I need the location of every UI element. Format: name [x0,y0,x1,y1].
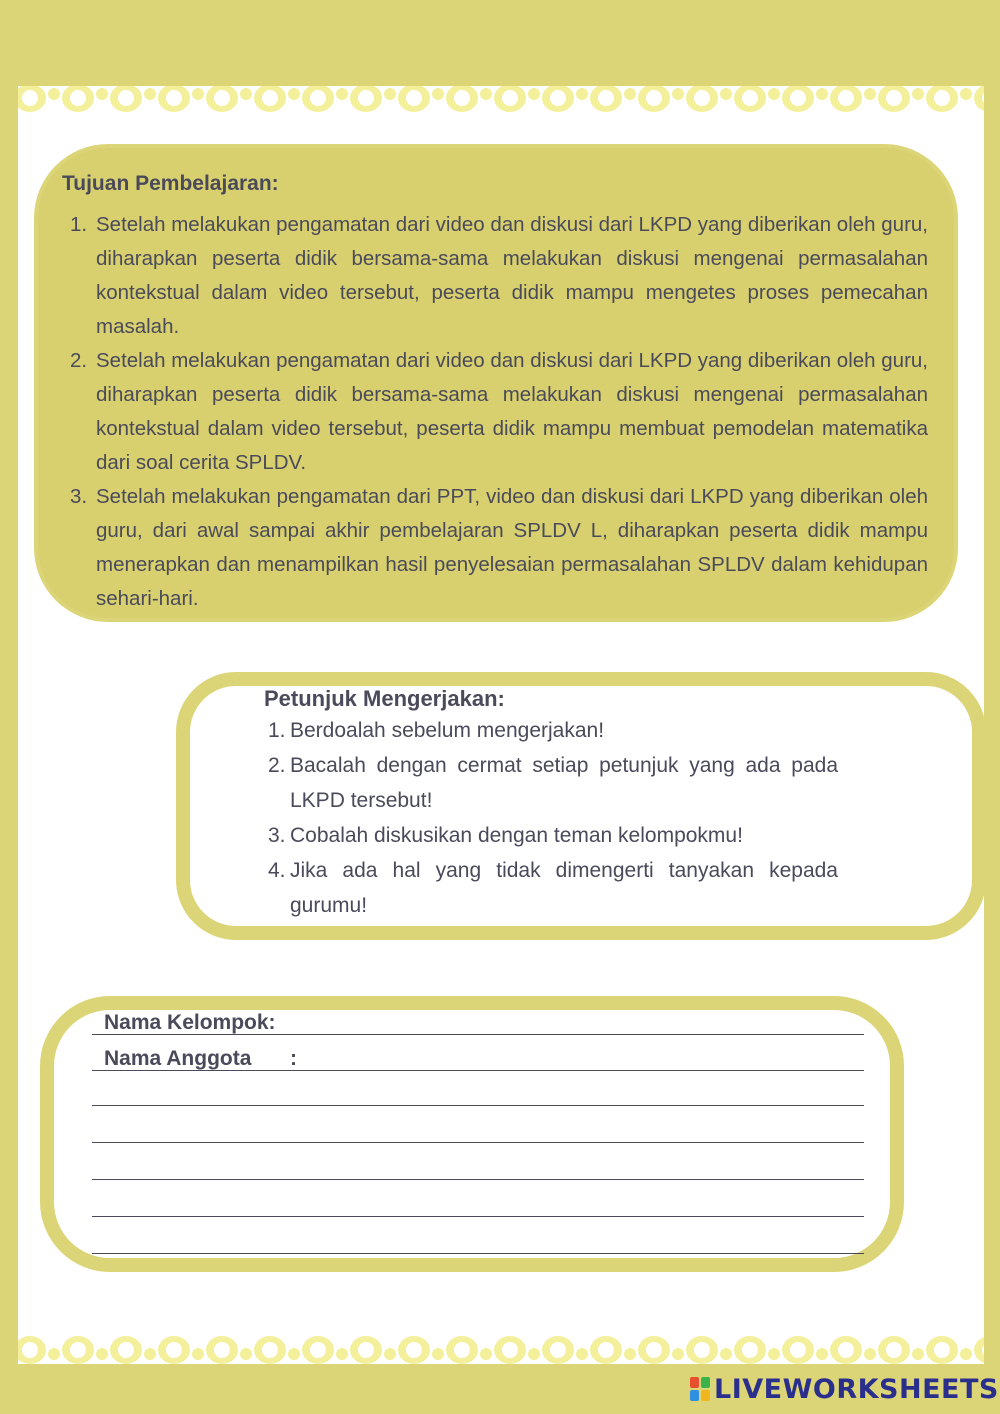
lace-hole [118,90,134,106]
lace-hole [934,90,950,106]
liveworksheets-icon [690,1377,710,1401]
lace-hole [550,1342,566,1358]
scalloped-border-bottom [18,1320,984,1364]
instruction-number: 3. [268,824,286,847]
lace-hole [310,90,326,106]
member-write-line[interactable] [92,1141,864,1143]
lace-hole [742,1342,758,1358]
objective-number: 1. [70,213,88,236]
member-name-label: Nama Anggota [104,1047,252,1070]
instructions-title: Petunjuk Mengerjakan: [264,686,505,711]
lace-hole [166,90,182,106]
lace-hole [886,90,902,106]
member-name-colon: : [290,1047,297,1070]
lace-dot [672,88,684,100]
instruction-item [262,748,838,818]
member-write-line[interactable] [92,1252,864,1254]
group-name-label: Nama Kelompok: [104,1011,276,1034]
lace-hole [214,90,230,106]
lace-dot [288,1348,300,1360]
instruction-text: Cobalah diskusikan dengan teman kelompokmu! [290,824,743,847]
lace-hole [790,90,806,106]
lace-hole [454,90,470,106]
lace-hole [934,1342,950,1358]
lace-dot [336,1348,348,1360]
lace-dot [240,1348,252,1360]
lace-dot [864,88,876,100]
lace-hole [694,90,710,106]
lace-dot [720,88,732,100]
lace-dot [528,1348,540,1360]
lace-dot [192,1348,204,1360]
lace-dot [912,88,924,100]
lace-hole [502,1342,518,1358]
learning-objectives-title: Tujuan Pembelajaran: [62,172,279,195]
member-write-line[interactable] [92,1215,864,1217]
lace-dot [960,1348,972,1360]
learning-objectives-list [60,208,928,616]
lace-dot [336,88,348,100]
lace-hole [406,1342,422,1358]
lace-hole [646,90,662,106]
lace-dot [816,1348,828,1360]
lace-dot [480,88,492,100]
lace-hole [310,1342,326,1358]
lace-dot [432,88,444,100]
lace-dot [480,1348,492,1360]
lace-hole [838,1342,854,1358]
lace-dot [528,88,540,100]
lace-dot [576,88,588,100]
group-name-line[interactable] [92,1033,864,1035]
lace-dot [768,1348,780,1360]
lace-hole [886,1342,902,1358]
lace-dot [912,1348,924,1360]
lace-dot [768,88,780,100]
lace-hole [742,90,758,106]
lace-hole [358,90,374,106]
lace-dot [96,88,108,100]
objective-text: Setelah melakukan pengamatan dari video dan diskusi dari LKPD yang diberikan oleh guru, diharapkan peserta didik bersama-sama melakukan diskusi mengenai permasalahan kontekstual dalam video tersebut, peserta didik mampu membuat pemodelan matematika dari soal cerita SPLDV. [96,349,928,474]
lace-hole [70,1342,86,1358]
instruction-number: 2. [268,754,286,777]
lace-hole [550,90,566,106]
liveworksheets-brand: LIVEWORKSHEETS [714,1373,999,1405]
lace-dot [624,88,636,100]
instruction-number: 4. [268,859,286,882]
instruction-item [262,818,838,853]
objective-item [60,480,928,616]
lace-dot [720,1348,732,1360]
liveworksheets-logo[interactable] [690,1372,999,1406]
lace-dot [96,1348,108,1360]
lace-hole [262,90,278,106]
lace-hole [166,1342,182,1358]
lace-dot [816,88,828,100]
lace-hole [262,1342,278,1358]
lace-hole [214,1342,230,1358]
lace-hole [118,1342,134,1358]
member-name-line[interactable] [92,1069,864,1071]
instruction-text: Jika ada hal yang tidak dimengerti tanyakan kepada gurumu! [290,859,838,917]
instruction-item [262,853,838,923]
instruction-text: Bacalah dengan cermat setiap petunjuk yang ada pada LKPD tersebut! [290,754,838,812]
lace-hole [694,1342,710,1358]
lace-dot [960,88,972,100]
lace-dot [288,88,300,100]
scalloped-border-top [18,82,984,126]
lace-hole [70,90,86,106]
lace-band [18,82,984,86]
objective-number: 3. [70,485,88,508]
instruction-text: Berdoalah sebelum mengerjakan! [290,719,605,742]
lace-hole [598,90,614,106]
objective-item [60,208,928,344]
lace-hole [358,1342,374,1358]
objective-item [60,344,928,480]
instruction-item [262,713,838,748]
lace-dot [144,88,156,100]
lace-dot [48,1348,60,1360]
objective-text: Setelah melakukan pengamatan dari video dan diskusi dari LKPD yang diberikan oleh guru, diharapkan peserta didik bersama-sama melakukan diskusi mengenai permasalahan kontekstual dalam video tersebut, peserta didik mampu mengetes proses pemecahan masalah. [96,213,928,338]
group-info-box [40,996,904,1272]
lace-dot [576,1348,588,1360]
member-write-line[interactable] [92,1104,864,1106]
lace-dot [48,88,60,100]
lace-dot [240,88,252,100]
objective-text: Setelah melakukan pengamatan dari PPT, video dan diskusi dari LKPD yang diberikan oleh guru, dari awal sampai akhir pembelajaran SPLDV L, diharapkan peserta didik mampu menerapkan dan menampilkan hasil penyelesaian permasalahan SPLDV dalam kehidupan sehari-hari. [96,485,928,610]
lace-band [18,1320,984,1324]
lace-hole [838,90,854,106]
lace-dot [144,1348,156,1360]
lace-hole [790,1342,806,1358]
lace-hole [454,1342,470,1358]
lace-hole [646,1342,662,1358]
lace-hole [406,90,422,106]
objective-number: 2. [70,349,88,372]
lace-dot [624,1348,636,1360]
member-write-line[interactable] [92,1178,864,1180]
instruction-number: 1. [268,719,286,742]
instructions-list [262,713,838,923]
lace-dot [384,88,396,100]
lace-dot [384,1348,396,1360]
lace-dot [192,88,204,100]
lace-dot [864,1348,876,1360]
lace-dot [432,1348,444,1360]
lace-hole [22,1342,38,1358]
lace-dot [672,1348,684,1360]
lace-hole [598,1342,614,1358]
lace-hole [502,90,518,106]
lace-hole [22,90,38,106]
